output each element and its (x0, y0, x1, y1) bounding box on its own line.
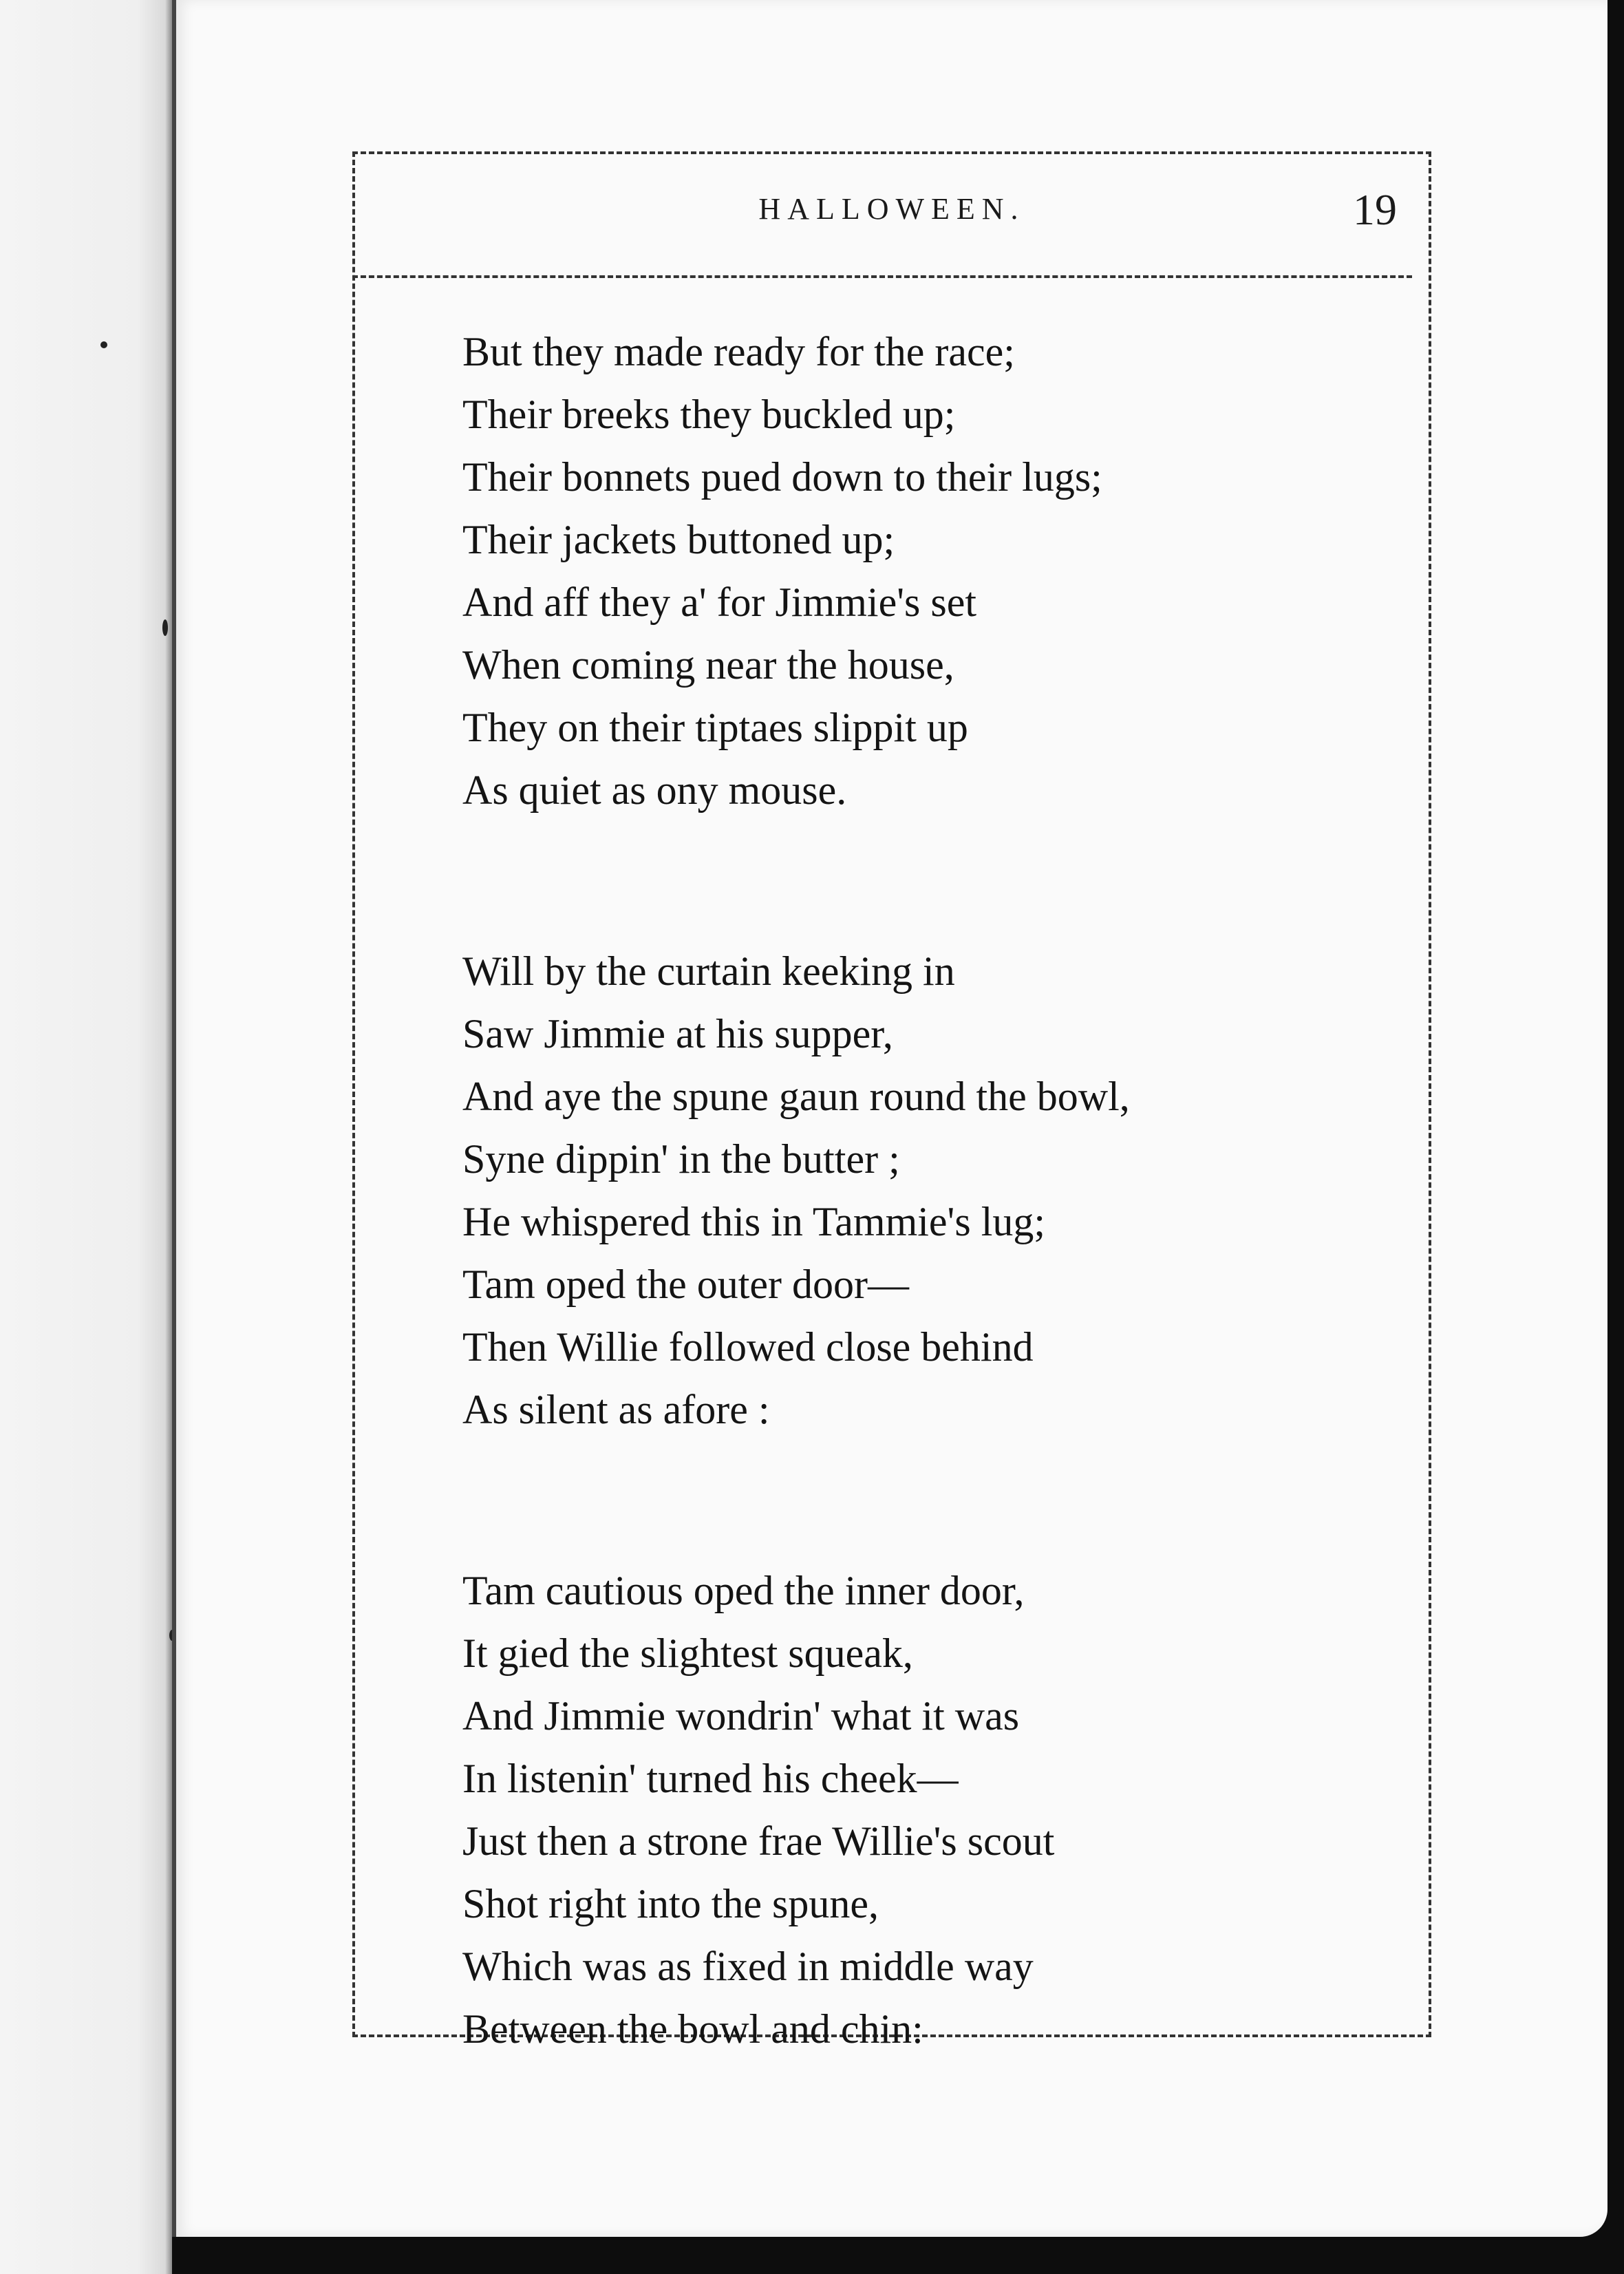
poem-line: Syne dippin' in the butter ; (462, 1136, 900, 1182)
poem-line: In listenin' turned his cheek— (462, 1756, 959, 1801)
header-rule (352, 275, 1412, 278)
poem-line: Shot right into the spune, (462, 1881, 879, 1926)
stanza-2 (462, 940, 1385, 1441)
poem-line: And aff they a' for Jimmie's set (462, 580, 977, 625)
page-number: 19 (1353, 185, 1397, 234)
poem-line: It gied the slightest squeak, (462, 1630, 913, 1676)
poem-line: As quiet as ony mouse. (462, 767, 847, 813)
left-page-speck (100, 341, 107, 348)
poem-line: Tam oped the outer door— (462, 1262, 909, 1307)
poem-line: Their jackets buttoned up; (462, 517, 895, 562)
poem-line: And aye the spune gaun round the bowl, (462, 1074, 1130, 1119)
poem-line: As silent as afore : (462, 1387, 770, 1432)
poem-line: Which was as fixed in middle way (462, 1944, 1034, 1989)
poem-line: Between the bowl and chin: (462, 2006, 923, 2052)
poem-line: Saw Jimmie at his supper, (462, 1011, 893, 1056)
poem-line: He whispered this in Tammie's lug; (462, 1199, 1046, 1244)
poem-line: Their breeks they buckled up; (462, 392, 956, 437)
poem-line: Just then a strone frae Willie's scout (462, 1818, 1055, 1864)
poem-line: When coming near the house, (462, 642, 954, 688)
poem-line: Will by the curtain keeking in (462, 948, 955, 994)
stanza-3 (462, 1560, 1385, 2061)
running-head: HALLOWEEN. (758, 192, 1025, 226)
left-page-edge (0, 0, 172, 2274)
poem-line: Their bonnets pued down to their lugs; (462, 454, 1102, 500)
left-page-speck (162, 619, 168, 636)
poem-line: Tam cautious oped the inner door, (462, 1568, 1025, 1613)
poem-line: Then Willie followed close behind (462, 1324, 1034, 1370)
poem-body (462, 321, 1385, 2061)
poem-line: But they made ready for the race; (462, 329, 1015, 374)
poem-line: They on their tiptaes slippit up (462, 705, 968, 750)
stanza-1 (462, 321, 1385, 822)
poem-line: And Jimmie wondrin' what it was (462, 1693, 1020, 1739)
